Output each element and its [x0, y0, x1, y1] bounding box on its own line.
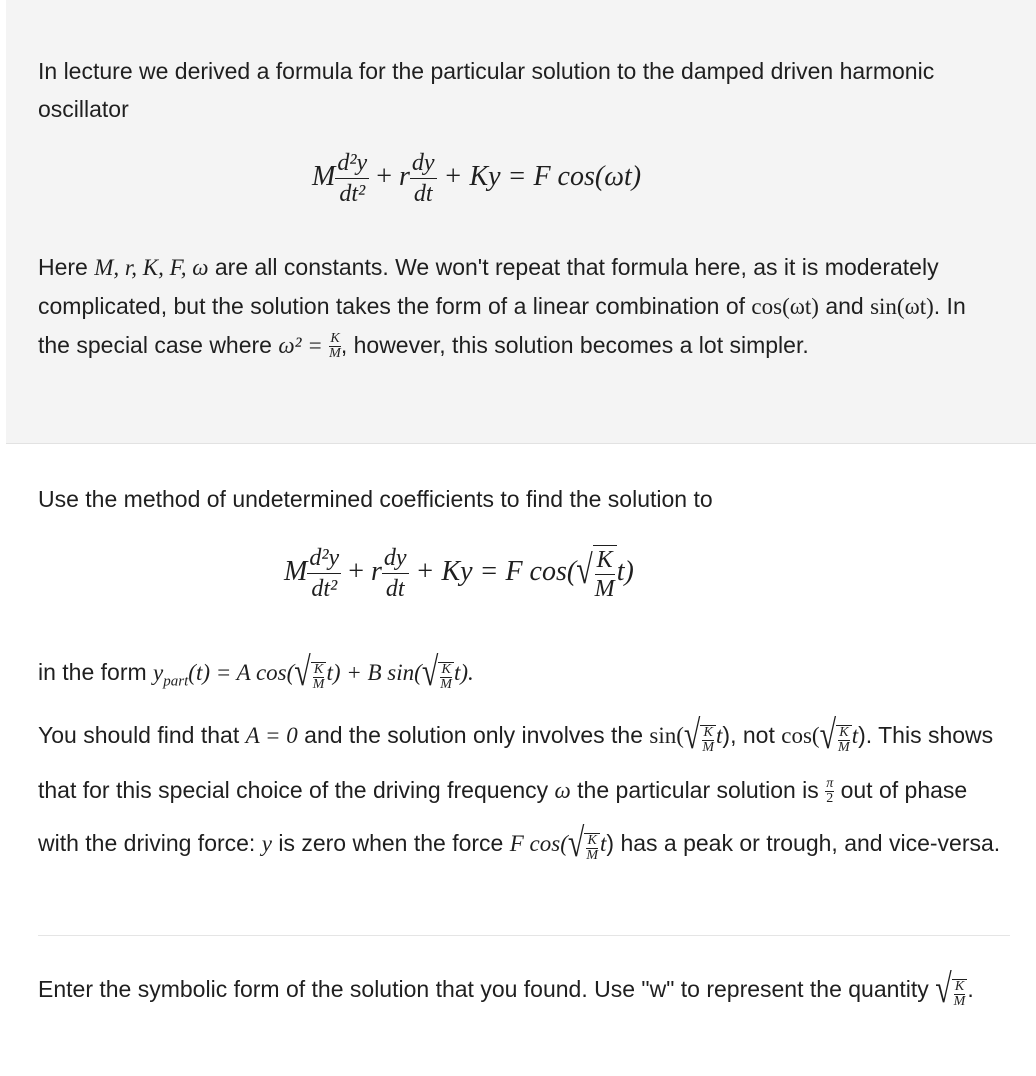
context-panel	[6, 0, 1036, 444]
intro-text: In lecture we derived a formula for the particular solution to the damped driven harmonic oscillator	[38, 58, 935, 122]
form-line: in the form $y_{part}(t) = A$ cos(√ $\frac{K}{M}$ t) + B sin(√ $\frac{K}{M}$ t).	[38, 649, 474, 695]
prompt-text: Use the method of undetermined coefficients to find the solution to	[38, 486, 713, 512]
explanation-paragraph: You should find that A = 0 and the solution only involves the sin(√ $\frac{K}{M}$ t), not cos(√ $\frac{K}{M}$ t). This shows that for this special choice of the driving frequency ω the particular solution is $\frac{\pi}{2}$ out of phase with the driving force: y is zero when the force F cos(√ $\frac{K}{M}$ t) has a peak or trough, and vice-versa.	[38, 712, 1001, 866]
section-divider	[38, 935, 1010, 936]
instruction-text: Enter the symbolic form of the solution that you found. Use "w" to represent the quantity √ $\frac{K}{M}$ .	[38, 966, 974, 1012]
special-equation: M $\frac{\text{d²y}}{\text{dt²}}$ + r $\frac{dy}{dt}$ + Ky = F cos(√ $\frac{K}{M}$ t)	[284, 545, 634, 602]
oscillator-equation: M $\frac{\text{d²y}}{\text{dt²}}$ + r $\frac{dy}{dt}$ + Ky = F cos(ωt)	[312, 150, 642, 207]
question-panel	[6, 445, 1036, 1076]
constants-paragraph: Here M, r, K, F, ω are all constants. We won't repeat that formula here, as it is moderately complicated, but the solution takes the form of a linear combination of cos(ωt) and sin(ωt). In the special case where ω² = $\frac{K}{M}$ , however, this solution becomes a lot simpler.	[38, 254, 966, 362]
